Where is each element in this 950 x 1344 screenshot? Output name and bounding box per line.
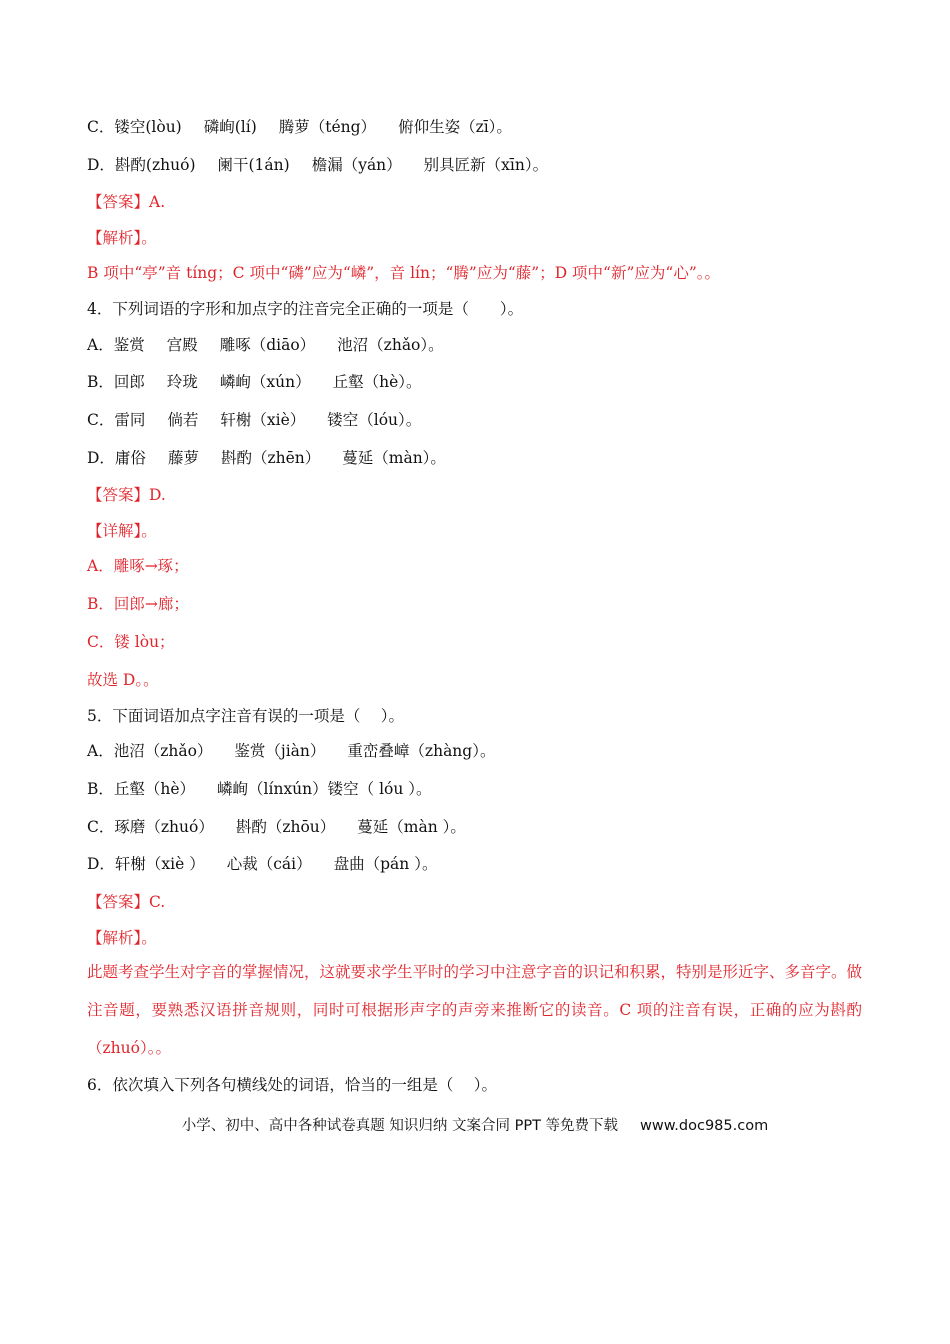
q5-analysis-label: 【解析】。 <box>87 929 157 947</box>
q4-option-b: B．回郎 玲珑 嶙峋（xún） 丘壑（hè）。 <box>87 373 422 391</box>
q4-detail-conclusion: 故选 D。。 <box>87 671 159 689</box>
q5-option-b: B．丘壑（hè） 嶙峋（línxún）镂空（ lóu ）。 <box>87 780 432 798</box>
footer-text: 小学、初中、高中各种试卷真题 知识归纳 文案合同 PPT 等免费下载 <box>181 1118 619 1134</box>
q3-option-c: C．镂空(lòu) 磷峋(lí) 腾萝（téng） 俯仰生姿（zī）。 <box>87 118 512 136</box>
q4-answer: 【答案】D. <box>87 486 166 504</box>
q5-answer: 【答案】C. <box>87 893 166 911</box>
q4-detail-b: B．回郎→廊； <box>87 595 189 613</box>
q3-answer: 【答案】A. <box>87 193 166 211</box>
q4-detail-label: 【详解】。 <box>87 522 157 540</box>
q5-stem: 5．下面词语加点字注音有误的一项是（ ）。 <box>87 707 405 725</box>
footer-url-link[interactable]: www.doc985.com <box>640 1118 769 1134</box>
q4-option-a: A．鉴赏 宫殿 雕啄（diāo） 池沼（zhǎo）。 <box>87 336 444 354</box>
q5-option-c: C．琢磨（zhuó） 斟酌（zhōu） 蔓延（màn ）。 <box>87 818 466 836</box>
page-footer <box>0 1114 950 1138</box>
q5-option-a: A．池沼（zhǎo） 鉴赏（jiàn） 重峦叠嶂（zhàng）。 <box>87 742 496 760</box>
q6-stem: 6．依次填入下列各句横线处的词语，恰当的一组是（ ）。 <box>87 1076 498 1094</box>
q3-analysis-label: 【解析】。 <box>87 229 157 247</box>
q3-option-d: D．斟酌(zhuó) 阑干(1án) 檐漏（yán） 别具匠新（xīn）。 <box>87 156 549 174</box>
q4-option-c: C．雷同 倘若 轩榭（xiè） 镂空（lóu）。 <box>87 411 422 429</box>
q4-detail-c: C．镂 lòu； <box>87 633 175 651</box>
q4-option-d: D．庸俗 藤萝 斟酌（zhēn） 蔓延（màn）。 <box>87 449 446 467</box>
q5-analysis: 此题考查学生对字音的掌握情况，这就要求学生平时的学习中注意字音的识记和积累，特别是形近字、多音字。做注音题，要熟悉汉语拼音规则，同时可根据形声字的声旁来推断它的读音。C 项的注音有误，正确的应为斟酌（zhuó）。。 <box>87 963 863 1057</box>
q4-detail-a: A．雕啄→琢； <box>87 557 189 575</box>
q3-analysis: B 项中“亭”音 tíng；C 项中“磷”应为“嶙”，音 lín；“腾”应为“藤”；D 项中“新”应为“心”。。 <box>87 264 720 282</box>
q5-option-d: D．轩榭（xiè ） 心裁（cái） 盘曲（pán ）。 <box>87 855 438 873</box>
q4-stem: 4．下列词语的字形和加点字的注音完全正确的一项是（ ）。 <box>87 300 524 318</box>
